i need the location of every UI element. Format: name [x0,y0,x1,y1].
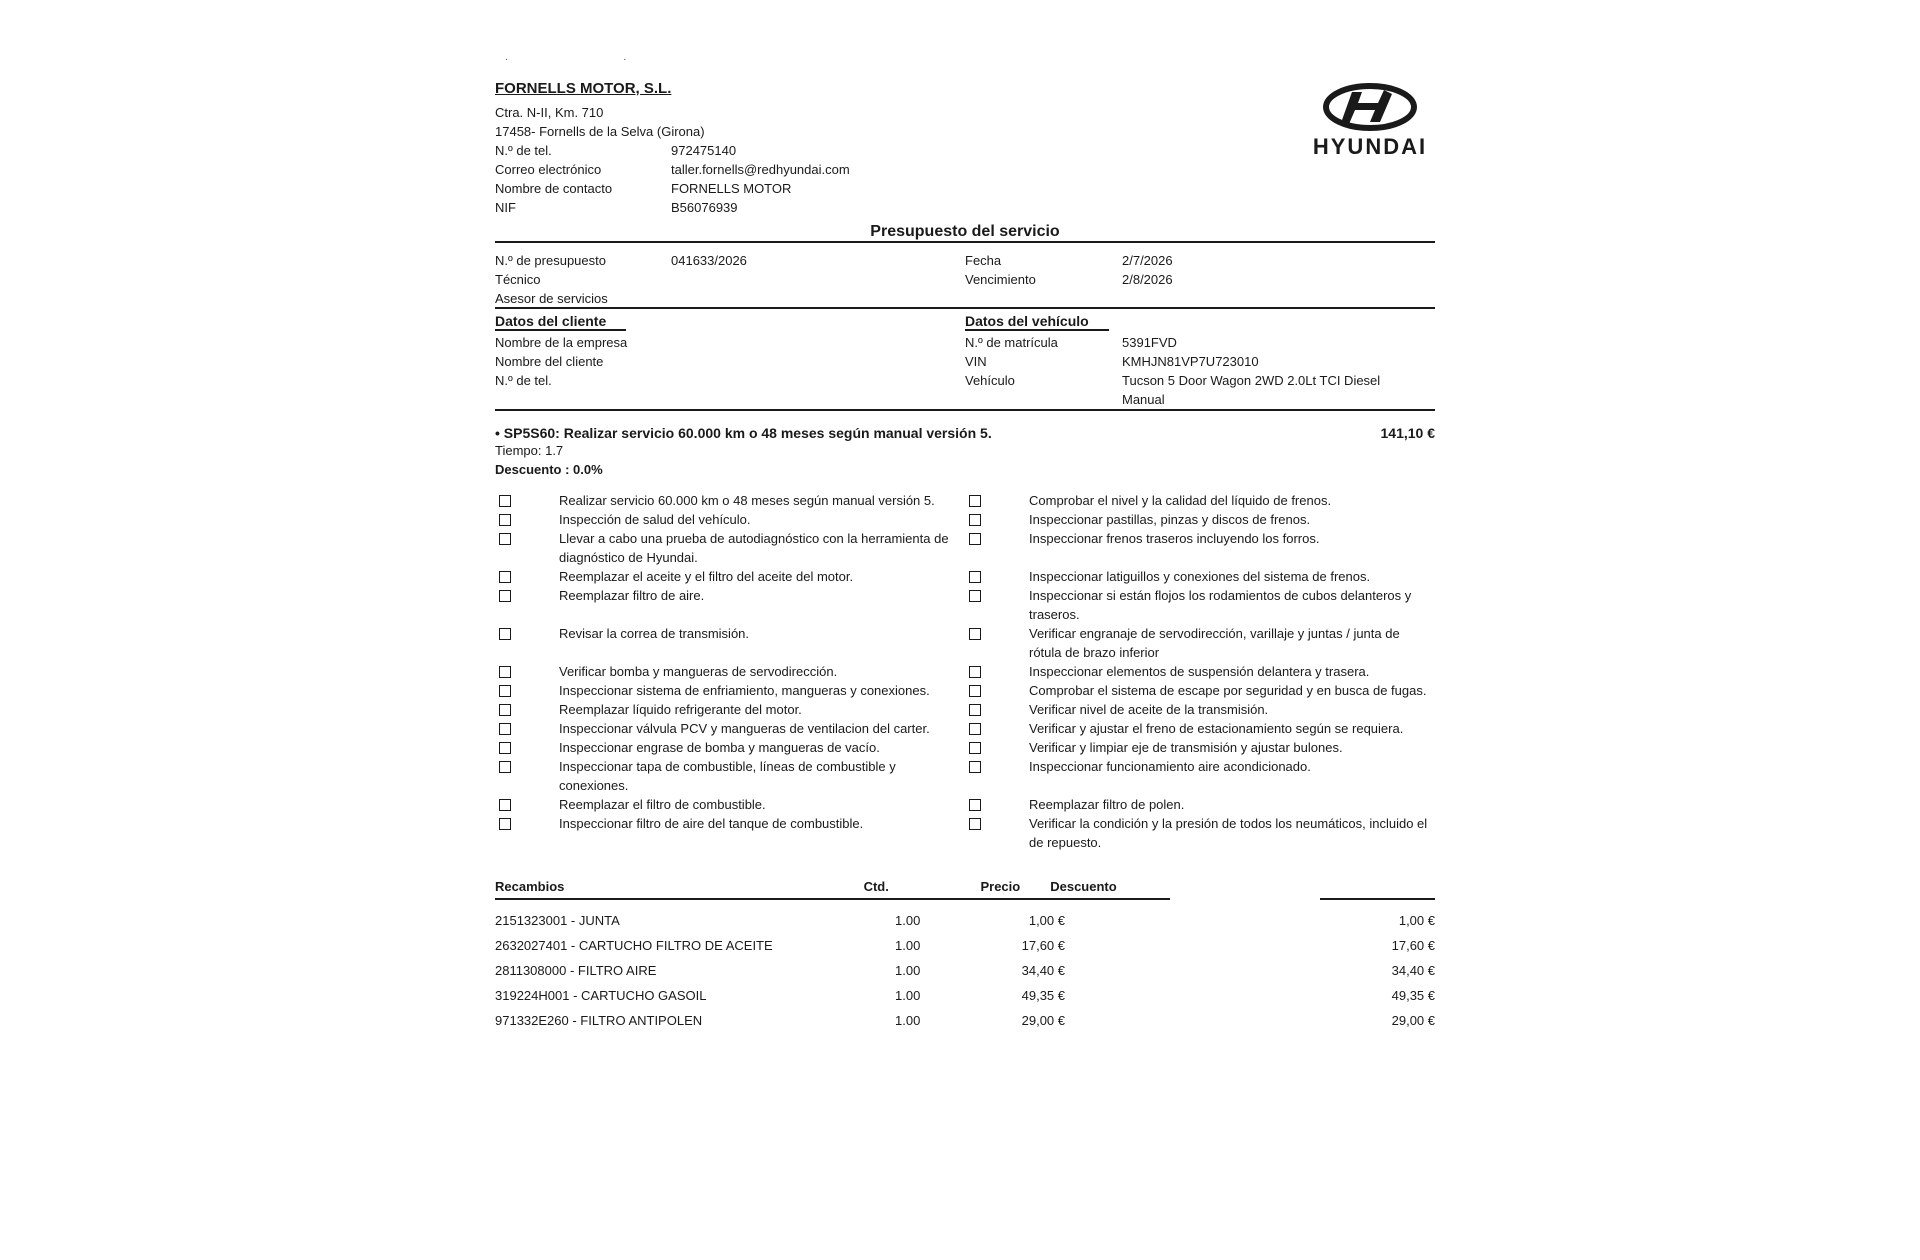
table-row [495,933,1435,958]
checklist-item [495,719,965,738]
checklist-item [495,700,965,719]
info-row [495,198,1435,217]
client-row [495,352,965,371]
checkbox-icon [969,514,981,526]
checklist-item-text: Inspeccionar filtro de aire del tanque de combustible. [559,816,864,831]
checklist-item-text: Inspeccionar frenos traseros incluyendo los forros. [1029,531,1320,546]
checklist-item-text: Comprobar el nivel y la calidad del líquido de frenos. [1029,493,1332,508]
checkbox-icon [969,533,981,545]
checklist-item-text: Inspeccionar engrase de bomba y mangueras de vacío. [559,740,880,755]
checklist-item [495,757,965,795]
checklist-item-text: Inspeccionar si están flojos los rodamientos de cubos delanteros y traseros. [1029,588,1412,622]
vehicle-heading: Datos del vehículo [965,313,1109,331]
meta-left-value: 041633/2026 [671,253,747,268]
checklist-item-text: Verificar engranaje de servodirección, varillaje y juntas / junta de rótula de brazo inferior [1029,626,1400,660]
meta-right-value: 2/8/2026 [1122,272,1173,287]
checklist-item [495,662,965,681]
checklist-item [965,529,1435,567]
info-label: N.º de tel. [495,143,552,158]
part-qty: 1.00 [895,1013,921,1028]
meta-left-row [495,251,965,270]
checklist-item-text: Realizar servicio 60.000 km o 48 meses según manual versión 5. [559,493,935,508]
checklist-item-text: Inspeccionar tapa de combustible, líneas de combustible y conexiones. [559,759,896,793]
checklist-item [965,586,1435,624]
meta-left-label: Técnico [495,272,541,287]
vehicle-label: VIN [965,354,987,369]
checklist-item-text: Inspeccionar válvula PCV y mangueras de ventilacion del carter. [559,721,930,736]
part-desc: 2811308000 - FILTRO AIRE [495,963,657,978]
checklist-item [965,491,1435,510]
part-desc: 2151323001 - JUNTA [495,913,620,928]
checkbox-icon [499,533,511,545]
checkbox-icon [969,666,981,678]
checklist-item [495,586,965,624]
vehicle-value: 5391FVD [1122,335,1177,350]
info-value: B56076939 [671,200,738,215]
scan-dots: · · [505,54,683,65]
checkbox-icon [969,495,981,507]
hyundai-logo [1305,82,1435,160]
quote-meta [495,243,1435,307]
parts-table [495,868,1435,1033]
company-address-2: 17458- Fornells de la Selva (Girona) [495,124,705,139]
meta-right-label: Fecha [965,253,1002,268]
meta-right-label: Vencimiento [965,272,1036,287]
meta-right-row [965,270,1435,289]
checkbox-icon [499,666,511,678]
service-quote-document [495,54,1435,1100]
part-desc: 319224H001 - CARTUCHO GASOIL [495,988,707,1003]
checkbox-icon [499,742,511,754]
checklist-item [495,567,965,586]
checkbox-icon [499,590,511,602]
document-title: Presupuesto del servicio [870,223,1060,240]
parts-rows [495,908,1435,1033]
meta-left-row [495,270,965,289]
table-row [495,983,1435,1008]
part-qty: 1.00 [895,913,921,928]
checklist-item-text: Verificar nivel de aceite de la transmisión. [1029,702,1269,717]
part-qty: 1.00 [895,938,921,953]
vehicle-label: Vehículo [965,373,1015,388]
checkbox-icon [499,818,511,830]
checklist-item-text: Inspeccionar latiguillos y conexiones del sistema de frenos. [1029,569,1371,584]
meta-right-row [965,251,1435,270]
client-rule [495,409,1435,411]
checkbox-icon [969,685,981,697]
checklist-item-text: Reemplazar filtro de aire. [559,588,705,603]
checkbox-icon [969,723,981,735]
service-discount: Descuento : 0.0% [495,462,603,477]
meta-left-label: Asesor de servicios [495,291,608,306]
checklist-item [495,795,965,814]
checklist-item [495,491,965,510]
checklist-item [495,814,965,852]
checkbox-icon [499,514,511,526]
checklist-item [495,529,965,567]
part-total: 49,35 € [1391,988,1435,1003]
company-info [495,141,1435,217]
part-price: 49,35 € [1021,988,1065,1003]
info-row [495,179,1435,198]
part-total: 1,00 € [1398,913,1435,928]
service-time: Tiempo: 1.7 [495,443,564,458]
part-desc: 2632027401 - CARTUCHO FILTRO DE ACEITE [495,938,773,953]
checklist-item-text: Reemplazar filtro de polen. [1029,797,1185,812]
checkbox-icon [499,685,511,697]
company-address-1: Ctra. N-II, Km. 710 [495,105,604,120]
checkbox-icon [499,761,511,773]
checklist-item [965,757,1435,795]
checklist-item [965,510,1435,529]
client-label: Nombre del cliente [495,354,604,369]
checkbox-icon [969,571,981,583]
checklist-item-text: Inspeccionar elementos de suspensión delantera y trasera. [1029,664,1370,679]
table-row [495,1008,1435,1033]
checklist-item [965,795,1435,814]
meta-left-label: N.º de presupuesto [495,253,606,268]
part-total: 29,00 € [1391,1013,1435,1028]
checkbox-icon [499,799,511,811]
checklist-item-text: Inspección de salud del vehículo. [559,512,751,527]
checklist-item [965,719,1435,738]
meta-left-row [495,289,965,308]
part-total: 17,60 € [1391,938,1435,953]
part-price: 29,00 € [1021,1013,1065,1028]
part-qty: 1.00 [895,988,921,1003]
checklist-item [495,738,965,757]
vehicle-label: N.º de matrícula [965,335,1058,350]
checkbox-icon [499,723,511,735]
service-price: 141,10 € [1380,425,1435,441]
vehicle-row [965,333,1435,352]
client-heading: Datos del cliente [495,313,626,331]
checklist-item-text: Verificar bomba y mangueras de servodirección. [559,664,838,679]
part-price: 17,60 € [1021,938,1065,953]
checklist-item-text: Llevar a cabo una prueba de autodiagnóstico con la herramienta de diagnóstico de Hyundai. [559,531,949,565]
checklist-item-text: Revisar la correa de transmisión. [559,626,750,641]
part-price: 1,00 € [1028,913,1065,928]
checkbox-icon [499,571,511,583]
vehicle-row [965,352,1435,371]
vehicle-value: KMHJN81VP7U723010 [1122,354,1259,369]
part-total: 34,40 € [1391,963,1435,978]
checklist [495,491,1435,852]
checkbox-icon [969,628,981,640]
checklist-item-text: Inspeccionar pastillas, pinzas y discos de frenos. [1029,512,1311,527]
parts-header [495,868,1170,900]
parts-header-desc: Recambios [495,879,565,894]
service-title: • SP5S60: Realizar servicio 60.000 km o 48 meses según manual versión 5. [495,425,992,441]
info-value: FORNELLS MOTOR [671,181,792,196]
parts-header-qty: Ctd. [863,879,889,894]
vehicle-row [965,371,1435,407]
checkbox-icon [969,704,981,716]
meta-right-value: 2/7/2026 [1122,253,1173,268]
checklist-item-text: Inspeccionar sistema de enfriamiento, mangueras y conexiones. [559,683,930,698]
checklist-item-text: Comprobar el sistema de escape por seguridad y en busca de fugas. [1029,683,1427,698]
company-block [495,80,1435,217]
client-label: Nombre de la empresa [495,335,628,350]
quote-meta-left [495,251,965,307]
checklist-item [965,814,1435,852]
hyundai-emblem-icon [1322,82,1418,132]
info-label: NIF [495,200,516,215]
checklist-item-text: Verificar y ajustar el freno de estacionamiento según se requiera. [1029,721,1404,736]
part-qty: 1.00 [895,963,921,978]
parts-header-price: Precio [980,879,1021,894]
checklist-right [965,491,1435,852]
part-desc: 971332E260 - FILTRO ANTIPOLEN [495,1013,703,1028]
total-column-rule [1320,898,1435,900]
client-vehicle-section [495,309,1435,409]
company-name: FORNELLS MOTOR, S.L. [495,80,672,97]
checklist-left [495,491,965,852]
checkbox-icon [969,818,981,830]
info-row [495,160,1435,179]
service-header [495,425,1435,441]
checklist-item-text: Reemplazar líquido refrigerante del motor. [559,702,802,717]
checklist-item [965,624,1435,662]
client-data [495,313,965,409]
checkbox-icon [969,742,981,754]
client-label: N.º de tel. [495,373,552,388]
checklist-item-text: Verificar la condición y la presión de todos los neumáticos, incluido el de repuesto. [1029,816,1428,850]
client-row [495,333,965,352]
checklist-item [965,738,1435,757]
checklist-item [495,681,965,700]
checklist-item-text: Reemplazar el aceite y el filtro del aceite del motor. [559,569,854,584]
checkbox-icon [969,761,981,773]
hyundai-wordmark: HYUNDAI [1312,134,1428,159]
checkbox-icon [969,799,981,811]
checklist-item [965,567,1435,586]
checklist-item-text: Inspeccionar funcionamiento aire acondicionado. [1029,759,1311,774]
checkbox-icon [499,495,511,507]
checklist-item-text: Verificar y limpiar eje de transmisión y ajustar bulones. [1029,740,1343,755]
checkbox-icon [499,704,511,716]
checkbox-icon [499,628,511,640]
part-price: 34,40 € [1021,963,1065,978]
checklist-item [495,624,965,662]
vehicle-value: Tucson 5 Door Wagon 2WD 2.0Lt TCI Diesel Manual [1122,373,1381,407]
checkbox-icon [969,590,981,602]
info-label: Correo electrónico [495,162,602,177]
checklist-item [965,700,1435,719]
info-row [495,141,1435,160]
info-label: Nombre de contacto [495,181,613,196]
checklist-item-text: Reemplazar el filtro de combustible. [559,797,766,812]
parts-header-discount: Descuento [1050,879,1117,894]
table-row [495,958,1435,983]
checklist-item [965,662,1435,681]
quote-meta-right [965,251,1435,307]
table-row [495,908,1435,933]
info-value: 972475140 [671,143,737,158]
checklist-item [965,681,1435,700]
client-row [495,371,965,390]
checklist-item [495,510,965,529]
vehicle-data [965,313,1435,409]
info-value: taller.fornells@redhyundai.com [671,162,850,177]
